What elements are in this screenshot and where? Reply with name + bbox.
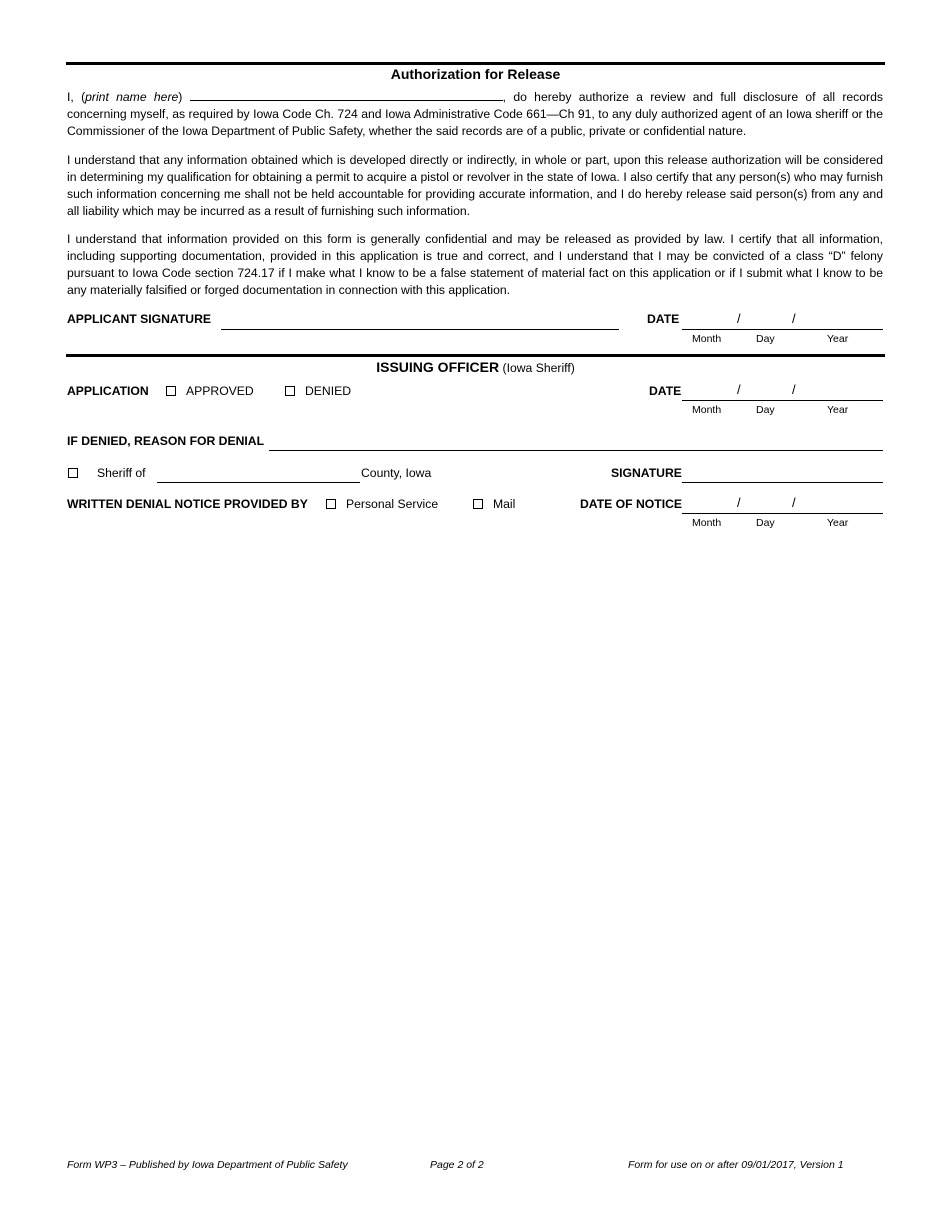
authorization-paragraph <box>67 89 883 140</box>
month-caption: Month <box>692 333 722 345</box>
sheriff-of-label: Sheriff of <box>97 466 146 480</box>
approved-label: APPROVED <box>186 384 254 398</box>
denial-reason-field[interactable] <box>269 450 883 451</box>
date-separator: / <box>737 382 741 397</box>
written-notice-label: WRITTEN DENIAL NOTICE PROVIDED BY <box>67 497 308 511</box>
date-of-notice-label: DATE OF NOTICE <box>580 497 683 511</box>
officer-date-field[interactable] <box>682 400 883 401</box>
mail-label: Mail <box>493 497 516 511</box>
county-name-field[interactable] <box>157 482 360 483</box>
issuing-officer-heading <box>66 359 885 375</box>
applicant-signature-field[interactable] <box>221 329 619 330</box>
month-caption: Month <box>692 404 722 416</box>
day-caption: Day <box>756 333 775 345</box>
issuing-officer-title: ISSUING OFFICER <box>376 359 500 375</box>
sheriff-checkbox[interactable] <box>68 468 78 478</box>
personal-service-label: Personal Service <box>346 497 439 511</box>
applicant-date-field[interactable] <box>682 329 883 330</box>
year-caption: Year <box>827 404 849 416</box>
para1-text: , do hereby authorize a review and full disclosure of all records concerning myself, as required by Iowa Code Ch. 724 and Iowa Administrative Code 661—Ch 91, to any duly authorized agent of an Iowa sheriff or the Commissioner of the Iowa Department of Public Safety, whether the said records are of a public, private or confidential nature. <box>67 90 883 138</box>
day-caption: Day <box>756 404 775 416</box>
certification-paragraph: I understand that information provided on this form is generally confidential and may be released as provided by law. I certify that all information, including supporting documentation, provided in this application is true and correct, and I understand that I may be convicted of a class “D” felony pursuant to Iowa Code section 724.17 if I make what I know to be a false statement of material fact on this application or if I submit what I know to be any materially falsified or forged documentation in connection with this application. <box>67 232 883 297</box>
date-of-notice-field[interactable] <box>682 513 883 514</box>
top-rule <box>66 62 885 65</box>
date-separator: / <box>792 311 796 326</box>
denied-checkbox[interactable] <box>285 386 295 396</box>
applicant-signature-label: APPLICANT SIGNATURE <box>67 312 211 326</box>
denial-reason-label: IF DENIED, REASON FOR DENIAL <box>67 434 265 448</box>
mail-checkbox[interactable] <box>473 499 483 509</box>
form-title: Authorization for Release <box>390 66 561 82</box>
issuing-officer-subtitle: (Iowa Sheriff) <box>502 361 575 375</box>
applicant-date-label: DATE <box>647 312 680 326</box>
date-separator: / <box>737 495 741 510</box>
para1-prefix: I, ( <box>67 90 86 104</box>
day-caption: Day <box>756 517 775 529</box>
date-separator: / <box>792 495 796 510</box>
print-name-field[interactable] <box>190 89 503 101</box>
footer-version: Form for use on or after 09/01/2017, Version 1 <box>628 1159 844 1171</box>
approved-checkbox[interactable] <box>166 386 176 396</box>
footer-page-number: Page 2 of 2 <box>430 1159 484 1171</box>
date-separator: / <box>792 382 796 397</box>
year-caption: Year <box>827 517 849 529</box>
footer-publisher: Form WP3 – Published by Iowa Department of Public Safety <box>67 1159 348 1171</box>
denied-label: DENIED <box>305 384 352 398</box>
date-separator: / <box>737 311 741 326</box>
officer-signature-field[interactable] <box>682 482 883 483</box>
officer-signature-label: SIGNATURE <box>611 466 682 480</box>
release-paragraph: I understand that any information obtained which is developed directly or indirectly, in whole or part, upon this release authorization will be considered in determining my qualification for obtaining a permit to acquire a pistol or revolver in the state of Iowa. I also certify that any person(s) who may furnish such information concerning me shall not be held accountable for providing accurate information, and I do hereby release said person(s) from any and all liability which may be incurred as a result of furnishing such information. <box>67 153 883 218</box>
county-iowa-label: County, Iowa <box>361 466 432 480</box>
print-name-hint: print name here <box>85 90 179 104</box>
personal-service-checkbox[interactable] <box>326 499 336 509</box>
officer-section-rule <box>66 354 885 357</box>
year-caption: Year <box>827 333 849 345</box>
application-label: APPLICATION <box>67 384 149 398</box>
officer-date-label: DATE <box>649 384 682 398</box>
para1-after-hint: ) <box>178 90 190 104</box>
month-caption: Month <box>692 517 722 529</box>
